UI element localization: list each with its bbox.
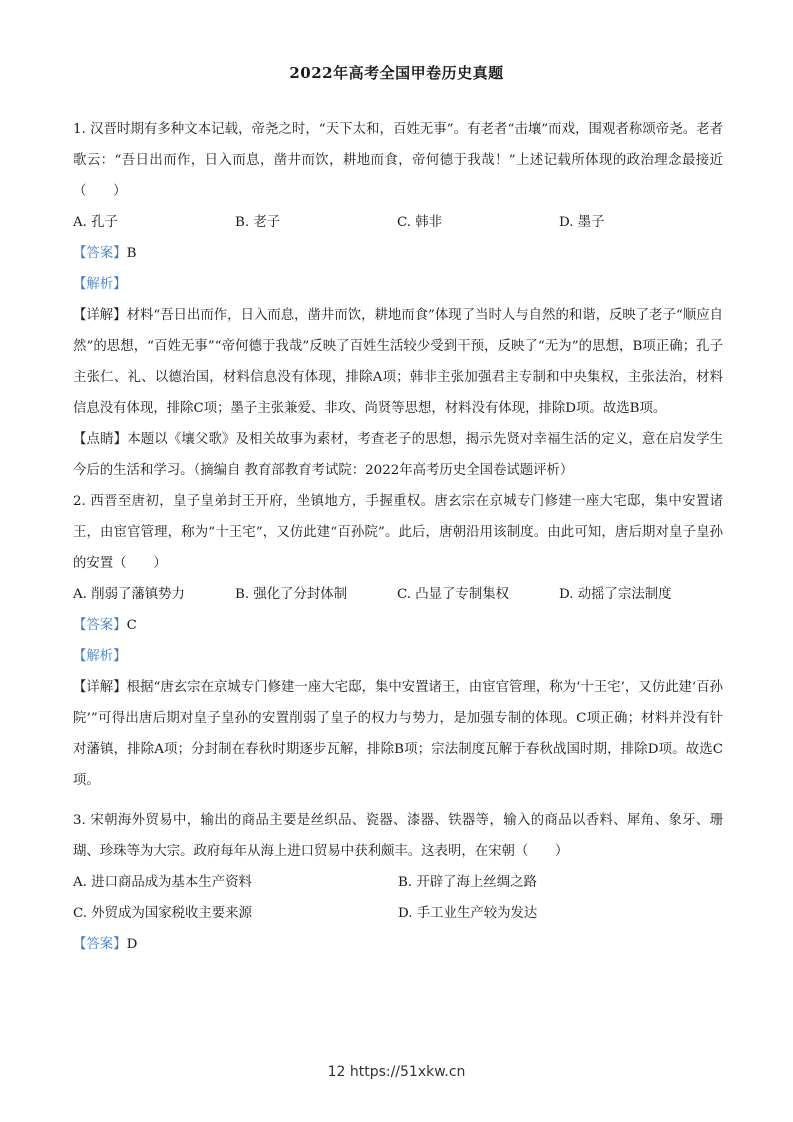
document-body (73, 114, 723, 960)
question-1-answer (73, 238, 723, 269)
detail-tag: 【详解】 (73, 680, 127, 695)
option-d: D. 墨子 (559, 215, 605, 230)
option-a: A. 削弱了藩镇势力 (73, 587, 185, 602)
answer-tag: 【答案】 (73, 246, 127, 261)
page-footer: 12 https://51xkw.cn (327, 1064, 466, 1080)
answer-value: D (126, 937, 138, 952)
page-title: 2022年高考全国甲卷历史真题 (289, 64, 504, 82)
question-2-detail (73, 672, 723, 796)
option-c: C. 凸显了专制集权 (397, 587, 510, 602)
question-3-answer (73, 929, 723, 960)
option-c: C. 韩非 (397, 215, 443, 230)
question-1-detail (73, 300, 723, 424)
option-d: D. 动摇了宗法制度 (559, 587, 672, 602)
question-3-stem: 3. 宋朝海外贸易中，输出的商品主要是丝织品、瓷器、漆器、铁器等，输入的商品以香料、犀角、象牙、珊瑚、珍珠等为大宗。政府每年从海上进口贸易中获利颇丰。这表明，在宋朝（ ） (73, 813, 723, 859)
option-d: D. 手工业生产较为发达 (398, 906, 538, 921)
detail-text: 材料“吾日出而作，日入而息，凿井而饮，耕地而食”体现了当时人与自然的和谐，反映了老子“顺应自然”的思想，“百姓无事”“帝何德于我哉”反映了百姓生活较少受到干预，反映了“无为”的思想，B项正确；孔子主张仁、礼、以德治国，材料信息没有体现，排除A项；韩非主张加强君主专制和中央集权，主张法治，材料信息没有体现，排除C项；墨子主张兼爱、非攻、尚贤等思想，材料没有体现，排除D项。故选B项。 (73, 308, 723, 416)
question-1-stem: 1. 汉晋时期有多种文本记载，帝尧之时，“天下太和，百姓无事”。有老者“击壤”而戏，围观者称颂帝尧。老者歌云：“吾日出而作，日入而息，凿井而饮，耕地而食，帝何德于我哉！”上述记载所体现的政治理念最接近（ ） (73, 122, 723, 199)
analysis-tag: 【解析】 (73, 277, 127, 292)
answer-tag: 【答案】 (73, 937, 127, 952)
option-c: C. 外贸成为国家税收主要来源 (73, 906, 252, 921)
question-3-options-row-2 (73, 898, 723, 929)
answer-value: B (126, 246, 137, 261)
question-3-options-row-1 (73, 867, 723, 898)
detail-tag: 【详解】 (73, 308, 127, 323)
question-1-analysis-heading (73, 269, 723, 300)
comment-tag: 【点睛】 (73, 432, 128, 447)
question-1-options (73, 207, 723, 238)
question-2-analysis-heading (73, 641, 723, 672)
answer-tag: 【答案】 (73, 618, 127, 633)
question-2-answer (73, 610, 723, 641)
answer-value: C (126, 618, 137, 633)
option-b: B. 开辟了海上丝绸之路 (398, 875, 537, 890)
comment-text: 本题以《壤父歌》及相关故事为素材，考查老子的思想，揭示先贤对幸福生活的定义，意在启发学生今后的生活和学习。（摘编自 教育部教育考试院：2022年高考历史全国卷试题评析） (73, 432, 724, 478)
option-b: B. 强化了分封体制 (235, 587, 348, 602)
question-2-options (73, 579, 723, 610)
question-1-comment (73, 424, 723, 486)
option-b: B. 老子 (235, 215, 281, 230)
analysis-tag: 【解析】 (73, 649, 127, 664)
option-a: A. 孔子 (73, 215, 118, 230)
question-2-stem: 2. 西晋至唐初，皇子皇弟封王开府，坐镇地方，手握重权。唐玄宗在京城专门修建一座大宅邸，集中安置诸王，由宦官管理，称为“十王宅”，又仿此建“百孙院”。此后，唐朝沿用该制度。由此可知，唐后期对皇子皇孙的安置（ ） (73, 494, 723, 571)
section-spacer (73, 796, 723, 805)
option-a: A. 进口商品成为基本生产资料 (73, 875, 252, 890)
detail-text: 根据“唐玄宗在京城专门修建一座大宅邸，集中安置诸王，由宦官管理，称为‘十王宅’，又仿此建‘百孙院’”可得出唐后期对皇子皇孙的安置削弱了皇子的权力与势力，是加强专制的体现。C项正确；材料并没有针对藩镇，排除A项；分封制在春秋时期逐步瓦解，排除B项；宗法制度瓦解于春秋战国时期，排除D项。故选C项。 (73, 680, 723, 788)
